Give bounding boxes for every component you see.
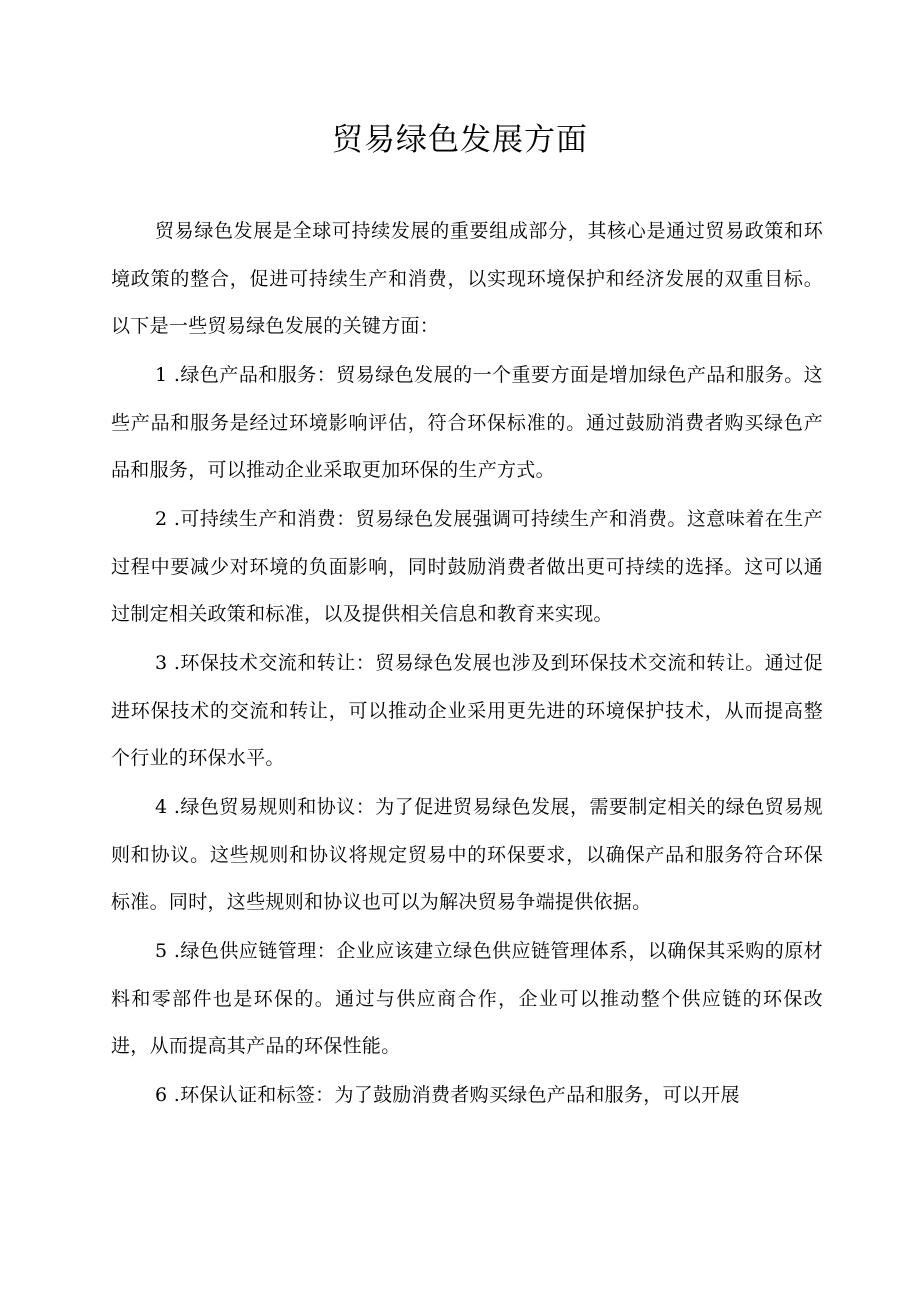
intro-paragraph: 贸易绿色发展是全球可持续发展的重要组成部分，其核心是通过贸易政策和环境政策的整合，促进可持续生产和消费，以实现环境保护和经济发展的双重目标。以下是一些贸易绿色发展的关键方面： [111,220,823,337]
page-title: 贸易绿色发展方面 [332,122,588,158]
item-paragraph-4: 4 .绿色贸易规则和协议：为了促进贸易绿色发展，需要制定相关的绿色贸易规则和协议。这些规则和协议将规定贸易中的环保要求，以确保产品和服务符合环保标准。同时，这些规则和协议也可以为解决贸易争端提供依据。 [111,796,823,913]
item-paragraph-1: 1 .绿色产品和服务：贸易绿色发展的一个重要方面是增加绿色产品和服务。这些产品和服务是经过环境影响评估，符合环保标准的。通过鼓励消费者购买绿色产品和服务，可以推动企业采取更加环保的生产方式。 [111,364,823,481]
item-paragraph-3: 3 .环保技术交流和转让：贸易绿色发展也涉及到环保技术交流和转让。通过促进环保技术的交流和转让，可以推动企业采用更先进的环境保护技术，从而提高整个行业的环保水平。 [111,652,823,769]
item-paragraph-2: 2 .可持续生产和消费：贸易绿色发展强调可持续生产和消费。这意味着在生产过程中要减少对环境的负面影响，同时鼓励消费者做出更可持续的选择。这可以通过制定相关政策和标准，以及提供相关信息和教育来实现。 [111,508,823,625]
item-paragraph-6: 6 .环保认证和标签：为了鼓励消费者购买绿色产品和服务，可以开展 [155,1084,740,1106]
item-paragraph-5: 5 .绿色供应链管理：企业应该建立绿色供应链管理体系，以确保其采购的原材料和零部件也是环保的。通过与供应商合作，企业可以推动整个供应链的环保改进，从而提高其产品的环保性能。 [111,940,823,1057]
document-body [111,208,823,1120]
